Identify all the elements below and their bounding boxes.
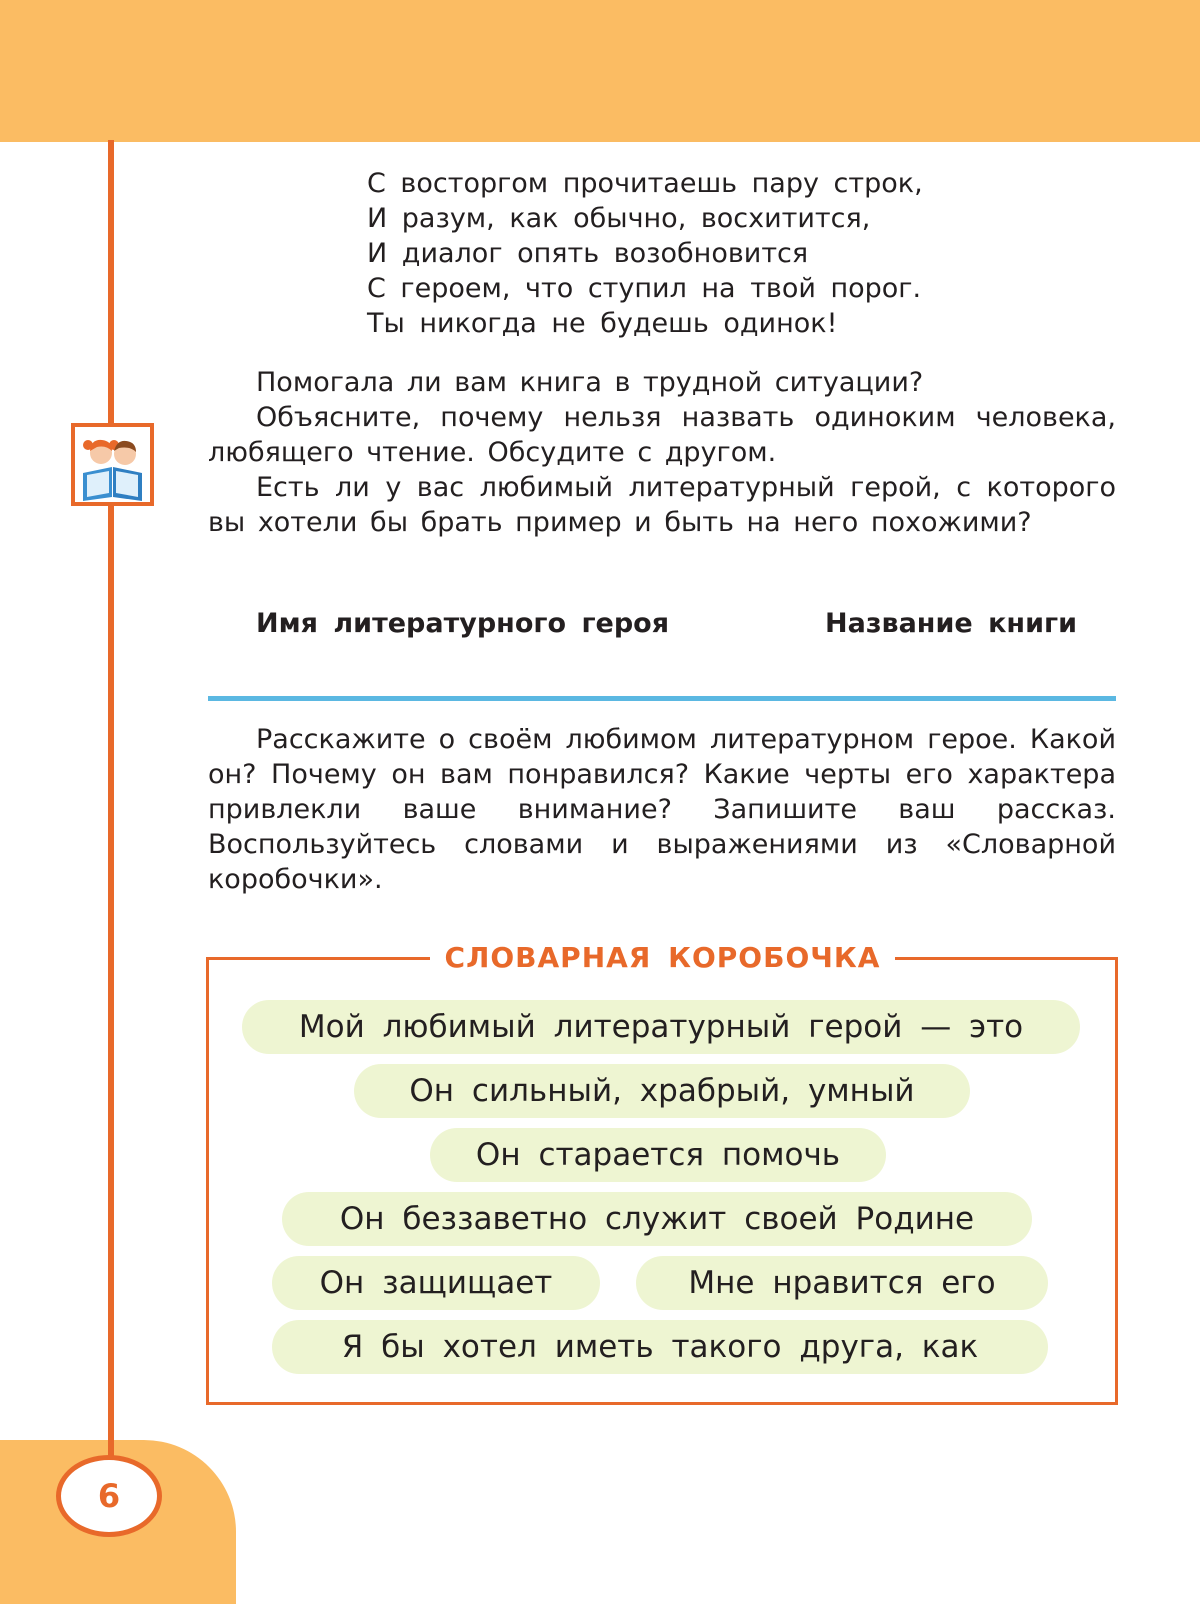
poem-line: С восторгом прочитаешь пару строк,: [367, 168, 923, 199]
vocab-phrase: Он старается помочь: [430, 1128, 886, 1182]
writing-task: [208, 722, 1116, 897]
poem: [367, 166, 923, 341]
poem-line: И разум, как обычно, восхитится,: [367, 203, 871, 234]
poem-line: И диалог опять возобновится: [367, 238, 809, 269]
vocab-phrase: Я бы хотел иметь такого друга, как: [272, 1320, 1048, 1374]
task-text: Расскажите о своём любимом литературном герое. Какой он? Почему он вам понравился? Какие черты его характера привлекли ваше внимание? Запишите ваш рассказ. Воспользуйтесь словами и выражениями из «Словарной коробочки».: [208, 724, 1116, 895]
two-children-reading-icon: [71, 423, 154, 506]
vocab-phrase: Мой любимый литературный герой — это: [242, 1000, 1080, 1054]
poem-line: С героем, что ступил на твой порог.: [367, 273, 922, 304]
answer-line: [208, 696, 1116, 701]
question: Есть ли у вас любимый литературный герой, с которого вы хотели бы брать пример и быть на него похожими?: [208, 472, 1116, 538]
vocabulary-box-title: СЛОВАРНАЯ КОРОБОЧКА: [430, 936, 895, 980]
top-color-band: [0, 0, 1200, 142]
column-header-hero-name: Имя литературного героя: [256, 608, 670, 639]
vocab-phrase: Он беззаветно служит своей Родине: [282, 1192, 1032, 1246]
poem-line: Ты никогда не будешь одинок!: [367, 308, 838, 339]
vocab-phrase: Мне нравится его: [636, 1256, 1048, 1310]
question: Объясните, почему нельзя назвать одиноким человека, любящего чтение. Обсудите с другом.: [208, 402, 1116, 468]
vocab-phrase: Он сильный, храбрый, умный: [354, 1064, 970, 1118]
page-number: 6: [56, 1455, 162, 1537]
questions-block: [208, 365, 1116, 540]
column-header-book-title: Название книги: [825, 608, 1078, 639]
margin-line: [108, 140, 114, 1470]
vocab-phrase: Он защищает: [272, 1256, 600, 1310]
question: Помогала ли вам книга в трудной ситуации?: [256, 367, 924, 398]
